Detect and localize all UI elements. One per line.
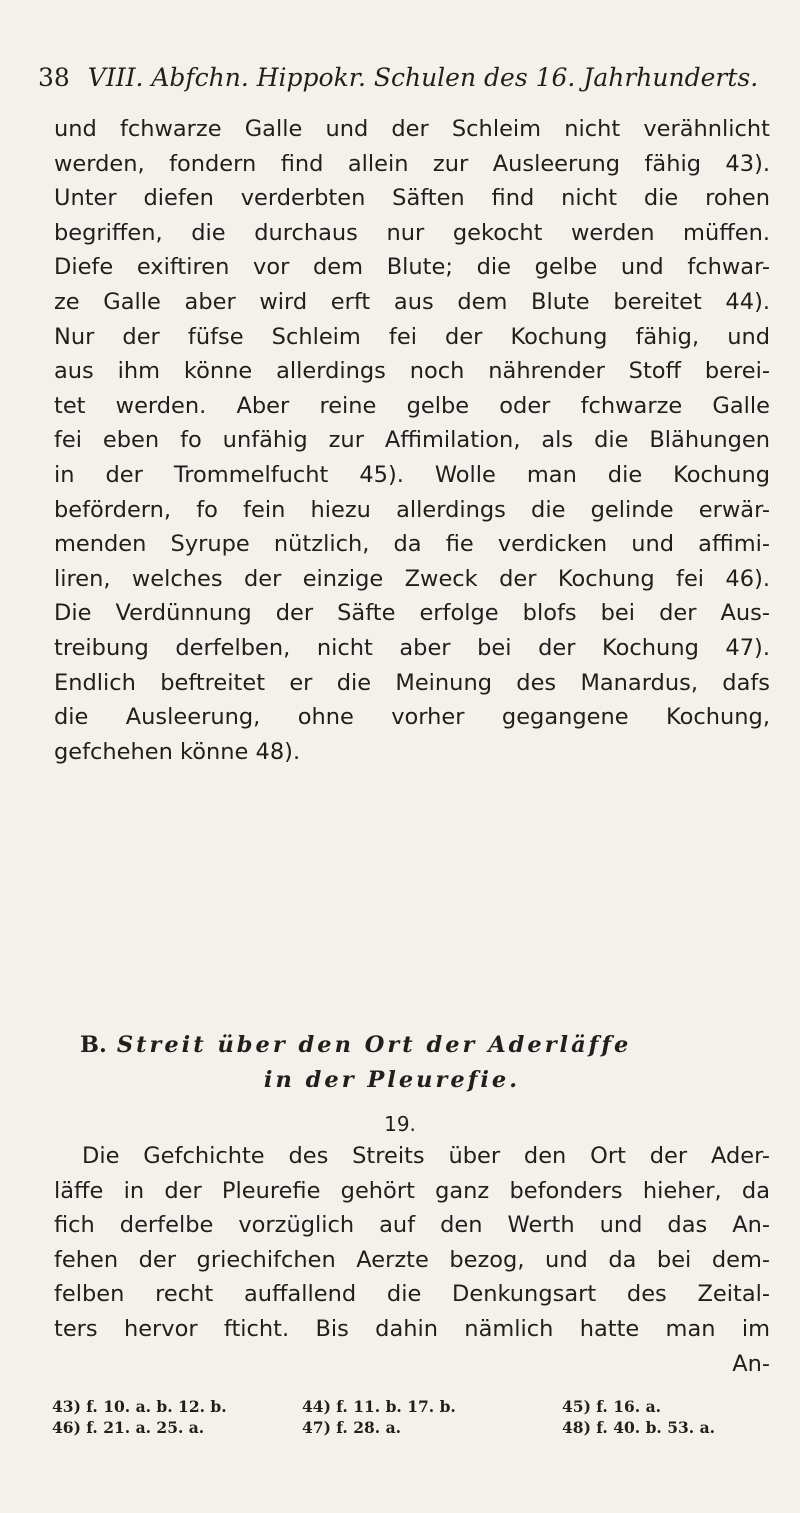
heading-line-2: in der Pleurefie. bbox=[263, 1066, 521, 1093]
text-line: Die Gefchichte des Streits über den Ort der Ader- bbox=[82, 1143, 770, 1169]
section-number: 19. bbox=[384, 1112, 416, 1136]
text-line: felben recht auffallend die Denkungsart des Zeital- bbox=[54, 1281, 770, 1308]
footnote: 48) f. 40. b. 53. a. bbox=[562, 1418, 716, 1437]
page-number: 38 bbox=[38, 63, 70, 92]
text-line: Unter diefen verderbten Säften find nicht die rohen bbox=[54, 185, 770, 212]
text-line: läffe in der Pleurefie gehört ganz befonders hieher, da bbox=[54, 1177, 770, 1204]
footnote-row bbox=[52, 1417, 772, 1438]
footnote: 47) f. 28. a. bbox=[302, 1418, 402, 1437]
text-line: fehen der griechifchen Aerzte bezog, und da bei dem- bbox=[54, 1246, 770, 1273]
footnote: 44) f. 11. b. 17. b. bbox=[302, 1397, 456, 1416]
section-heading bbox=[54, 1028, 770, 1097]
text-line: Endlich beftreitet er die Meinung des Manardus, dafs bbox=[54, 669, 770, 696]
text-line: menden Syrupe nützlich, da fie verdicken und affimi- bbox=[54, 531, 770, 558]
text-line: und fchwarze Galle und der Schleim nicht verähnlicht bbox=[54, 116, 770, 142]
body-text bbox=[54, 112, 770, 769]
heading-line-1: Streit über den Ort der Aderläffe bbox=[116, 1032, 632, 1058]
text-line: Diefe exiftiren vor dem Blute; die gelbe und fchwar- bbox=[54, 254, 770, 281]
footnote: 46) f. 21. a. 25. a. bbox=[52, 1418, 205, 1437]
text-line: tet werden. Aber reine gelbe oder fchwarze Galle bbox=[54, 392, 770, 419]
text-line: aus ihm könne allerdings noch nährender Stoff berei- bbox=[54, 358, 770, 385]
running-title: VIII. Abfchn. Hippokr. Schulen des 16. Jahrhunderts. bbox=[87, 63, 759, 92]
text-line: befördern, fo fein hiezu allerdings die gelinde erwär- bbox=[54, 496, 770, 523]
text-line: liren, welches der einzige Zweck der Kochung fei 46). bbox=[54, 565, 770, 592]
text-line: die Ausleerung, ohne vorher gegangene Kochung, bbox=[54, 704, 770, 731]
text-line: Nur der füfse Schleim fei der Kochung fähig, und bbox=[54, 323, 770, 350]
text-line: Die Verdünnung der Säfte erfolge blofs bei der Aus- bbox=[54, 600, 770, 627]
text-line: gefchehen könne 48). bbox=[54, 738, 301, 765]
text-line: treibung derfelben, nicht aber bei der Kochung 47). bbox=[54, 634, 770, 661]
text-line: in der Trommelfucht 45). Wolle man die Kochung bbox=[54, 461, 770, 488]
catchword: An- bbox=[732, 1350, 770, 1377]
section-text bbox=[54, 1139, 770, 1381]
footnote: 45) f. 16. a. bbox=[562, 1397, 662, 1416]
section-letter: B. bbox=[80, 1032, 107, 1058]
text-line: begriffen, die durchaus nur gekocht werden müffen. bbox=[54, 219, 770, 246]
footnote: 43) f. 10. a. b. 12. b. bbox=[52, 1397, 227, 1416]
running-head bbox=[38, 62, 778, 94]
footnote-row bbox=[52, 1396, 772, 1417]
footnotes bbox=[52, 1396, 772, 1438]
text-line: ters hervor fticht. Bis dahin nämlich hatte man im bbox=[54, 1315, 770, 1342]
text-line: fich derfelbe vorzüglich auf den Werth und das An- bbox=[54, 1212, 770, 1239]
text-line: werden, fondern find allein zur Ausleerung fähig 43). bbox=[54, 150, 770, 177]
text-line: ze Galle aber wird erft aus dem Blute bereitet 44). bbox=[54, 288, 770, 315]
text-line: fei eben fo unfähig zur Affimilation, als die Blähungen bbox=[54, 427, 770, 454]
